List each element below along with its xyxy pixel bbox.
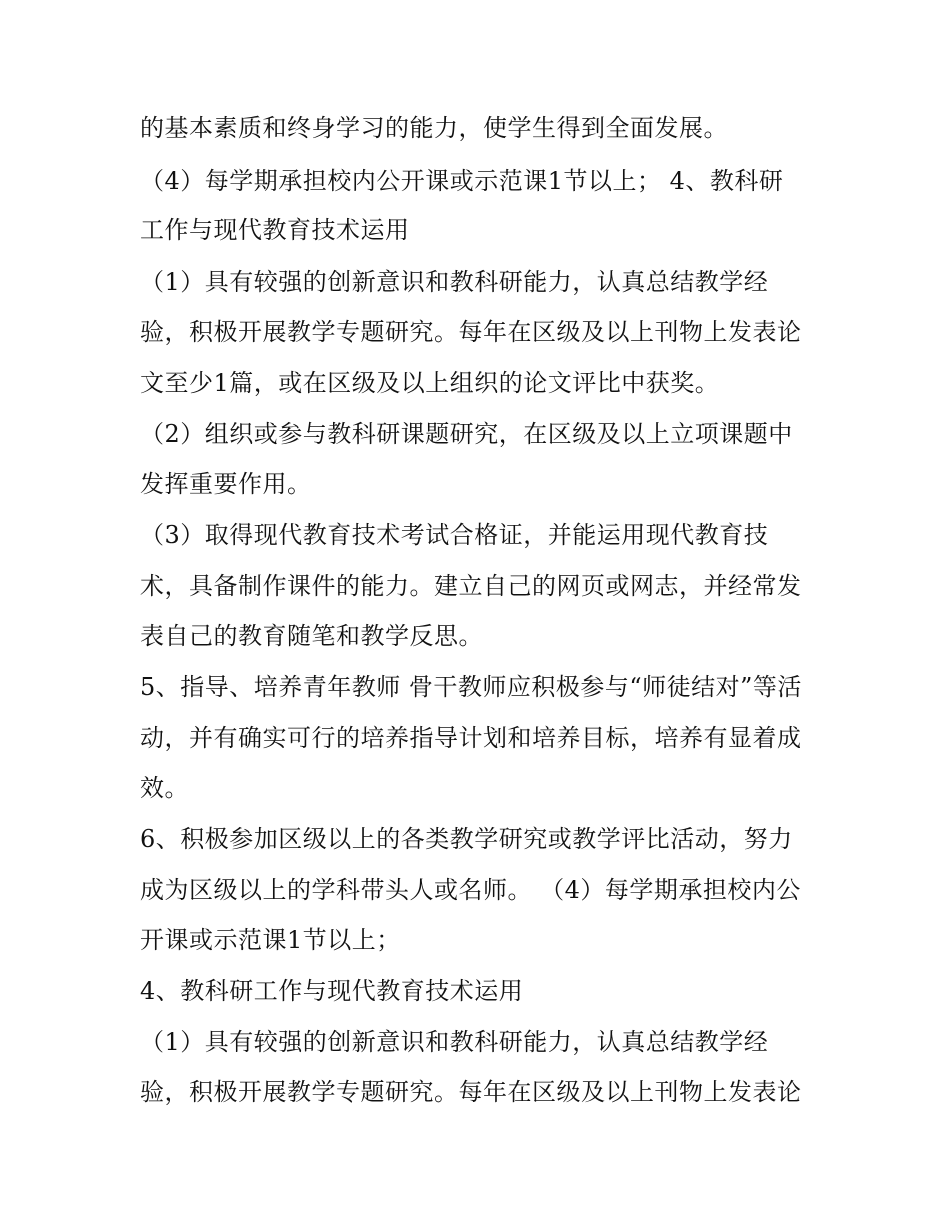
text-line: 验，积极开展教学专题研究。每年在区级及以上刊物上发表论 [140,1078,802,1106]
text-line: 表自己的教育随笔和教学反思。 [140,622,483,650]
text-line: （2）组织或参与教科研课题研究，在区级及以上立项课题中 [140,420,793,448]
text-line: 成为区级以上的学科带头人或名师。 （4）每学期承担校内公 [140,876,801,904]
text-line: 文至少1篇，或在区级及以上组织的论文评比中获奖。 [140,369,720,397]
text-line: （1）具有较强的创新意识和教科研能力，认真总结教学经 [140,268,769,296]
text-line: 的基本素质和终身学习的能力，使学生得到全面发展。 [140,114,728,142]
text-line: （3）取得现代教育技术考试合格证，并能运用现代教育技 [140,521,769,549]
text-line: 4、教科研工作与现代教育技术运用 [140,977,524,1005]
text-line: 6、积极参加区级以上的各类教学研究或教学评比活动，努力 [140,825,793,853]
text-line: 工作与现代教育技术运用 [140,216,410,244]
text-line: （1）具有较强的创新意识和教科研能力，认真总结教学经 [140,1028,769,1056]
text-line: 效。 [140,774,189,802]
text-line: 开课或示范课1节以上； [140,926,401,954]
text-line: 验，积极开展教学专题研究。每年在区级及以上刊物上发表论 [140,318,802,346]
text-line: （4）每学期承担校内公开课或示范课1节以上； 4、教科研 [140,167,784,195]
text-line: 术，具备制作课件的能力。建立自己的网页或网志，并经常发 [140,572,802,600]
text-line: 5、指导、培养青年教师 骨干教师应积极参与“师徒结对”等活 [140,673,802,701]
text-line: 发挥重要作用。 [140,470,312,498]
text-line: 动，并有确实可行的培养指导计划和培养目标，培养有显着成 [140,724,802,752]
